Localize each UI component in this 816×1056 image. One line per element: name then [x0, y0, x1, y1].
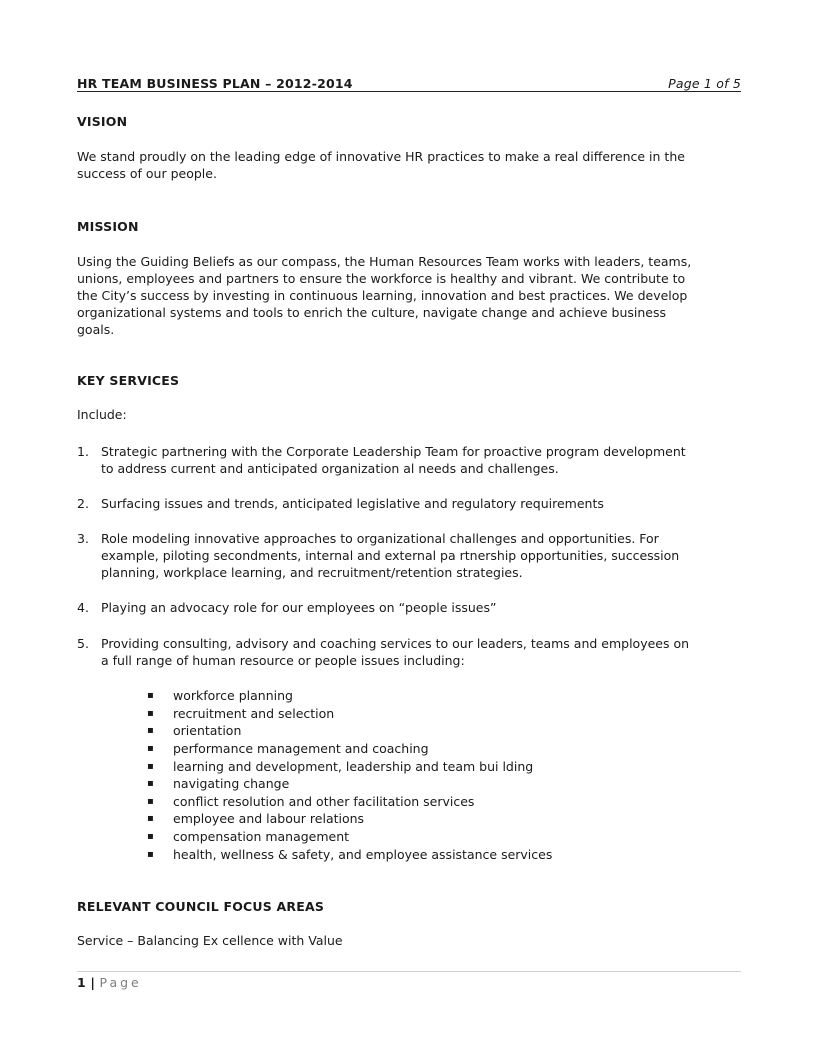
bullet-text: learning and development, leadership and team bui lding [173, 759, 534, 774]
square-bullet-icon: ▪ [147, 690, 154, 701]
bullet-item [147, 705, 667, 722]
service-item-text [101, 599, 737, 616]
service-item-line: Providing consulting, advisory and coaching services to our leaders, teams and employees on [101, 636, 690, 651]
mission-paragraph [77, 253, 737, 338]
square-bullet-icon: ▪ [147, 849, 154, 860]
mission-line: the City’s success by investing in continuous learning, innovation and best practices. We develop [77, 288, 688, 303]
footer-page-word: Page [99, 975, 142, 990]
page-header [77, 76, 741, 92]
footer-separator: | [90, 975, 96, 990]
service-item-line: to address current and anticipated organization al needs and challenges. [101, 461, 559, 476]
square-bullet-icon: ▪ [147, 831, 154, 842]
bullet-item [147, 758, 667, 775]
bullet-text: navigating change [173, 776, 290, 791]
bullet-text: recruitment and selection [173, 706, 335, 721]
service-item-number: 5. [77, 636, 89, 651]
bullet-item [147, 810, 667, 827]
vision-line: success of our people. [77, 166, 217, 181]
service-item-line: Strategic partnering with the Corporate Leadership Team for proactive program development [101, 444, 686, 459]
square-bullet-icon: ▪ [147, 761, 154, 772]
square-bullet-icon: ▪ [147, 778, 154, 789]
key-services-heading: KEY SERVICES [77, 373, 180, 388]
footer-page-number: 1 [77, 975, 87, 990]
square-bullet-icon: ▪ [147, 725, 154, 736]
footer-divider [77, 971, 741, 972]
bullet-text: employee and labour relations [173, 811, 365, 826]
document-page [77, 0, 741, 1056]
service-item-line: a full range of human resource or people issues including: [101, 653, 465, 668]
bullet-text: conflict resolution and other facilitation services [173, 794, 475, 809]
service-item-text [101, 495, 737, 512]
service-item-number: 3. [77, 531, 89, 546]
mission-heading: MISSION [77, 219, 139, 234]
mission-line: organizational systems and tools to enrich the culture, navigate change and achieve business [77, 305, 666, 320]
service-item-number: 1. [77, 444, 89, 459]
mission-line: Using the Guiding Beliefs as our compass, the Human Resources Team works with leaders, teams, [77, 254, 692, 269]
bullet-text: compensation management [173, 829, 350, 844]
bullet-text: workforce planning [173, 688, 293, 703]
service-item-number: 4. [77, 600, 89, 615]
service-item-line: Surfacing issues and trends, anticipated legislative and regulatory requirements [101, 496, 604, 511]
bullet-text: performance management and coaching [173, 741, 429, 756]
service-item-text [101, 530, 737, 581]
bullet-text: health, wellness & safety, and employee assistance services [173, 847, 553, 862]
page-indicator: Page 1 of 5 [668, 76, 741, 91]
council-heading: RELEVANT COUNCIL FOCUS AREAS [77, 899, 325, 914]
document-title: HR TEAM BUSINESS PLAN – 2012-2014 [77, 76, 353, 91]
service-item-line: example, piloting secondments, internal and external pa rtnership opportunities, succession [101, 548, 680, 563]
square-bullet-icon: ▪ [147, 743, 154, 754]
council-focus-text: Service – Balancing Ex cellence with Value [77, 933, 343, 948]
square-bullet-icon: ▪ [147, 708, 154, 719]
square-bullet-icon: ▪ [147, 796, 154, 807]
page-footer [77, 975, 142, 990]
bullet-item [147, 687, 667, 704]
vision-heading: VISION [77, 114, 128, 129]
service-item-line: Role modeling innovative approaches to organizational challenges and opportunities. For [101, 531, 659, 546]
key-services-intro: Include: [77, 407, 127, 422]
square-bullet-icon: ▪ [147, 813, 154, 824]
service-item-text [101, 443, 737, 477]
bullet-text: orientation [173, 723, 242, 738]
bullet-item [147, 740, 667, 757]
service-item-text [101, 635, 737, 669]
bullet-item [147, 793, 667, 810]
mission-line: unions, employees and partners to ensure the workforce is healthy and vibrant. We contribute to [77, 271, 686, 286]
mission-line: goals. [77, 322, 115, 337]
service-item-number: 2. [77, 496, 89, 511]
service-item-line: planning, workplace learning, and recruitment/retention strategies. [101, 565, 523, 580]
bullet-item [147, 828, 667, 845]
bullet-item [147, 722, 667, 739]
vision-line: We stand proudly on the leading edge of innovative HR practices to make a real difference in the [77, 149, 685, 164]
bullet-item [147, 775, 667, 792]
service-item-line: Playing an advocacy role for our employees on “people issues” [101, 600, 497, 615]
vision-paragraph [77, 148, 737, 182]
bullet-item [147, 846, 667, 863]
